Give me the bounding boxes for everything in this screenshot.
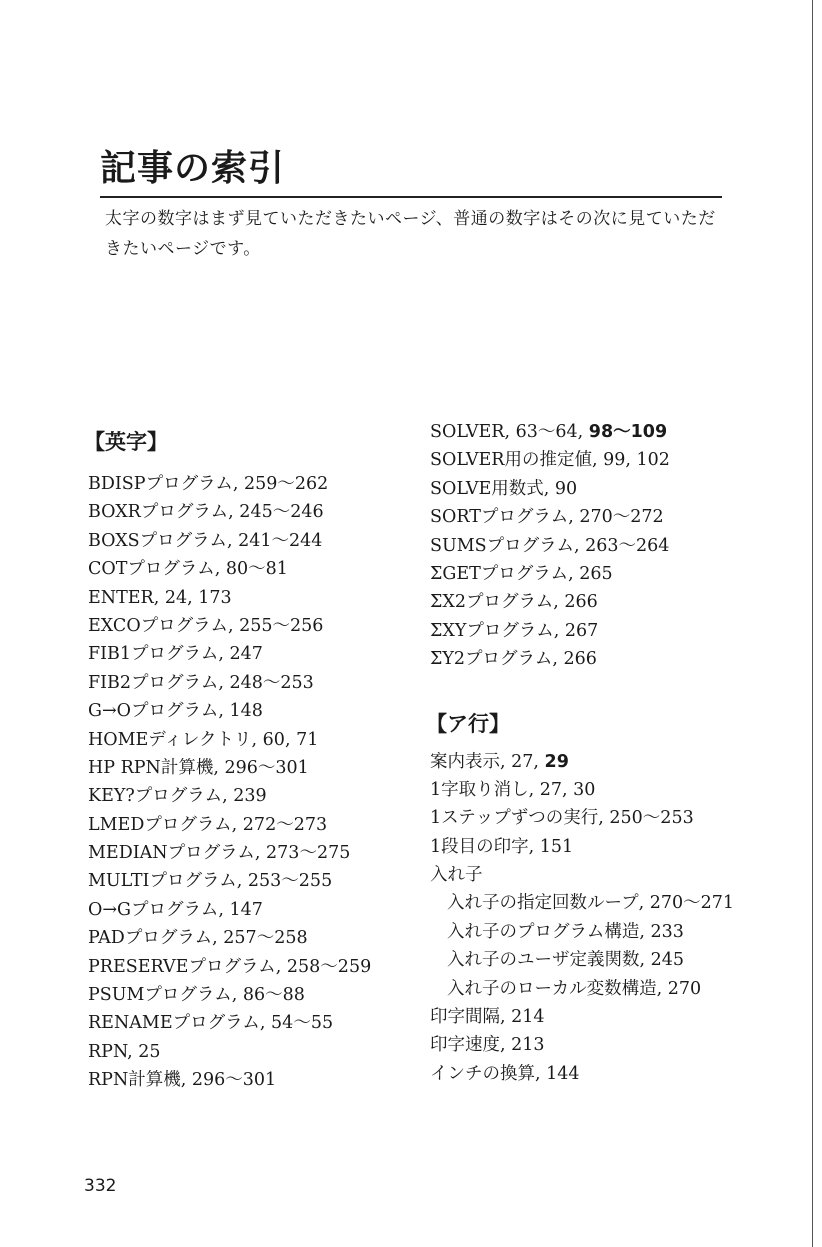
index-entry — [430, 418, 734, 446]
index-entry: FIB2プログラム, 248～253 — [88, 672, 314, 693]
index-entry: MULTIプログラム, 253～255 — [88, 871, 333, 892]
index-entry: BOXRプログラム, 245～246 — [88, 502, 324, 523]
index-entry: 1段目の印字, 151 — [430, 836, 574, 857]
entry-text: 案内表示, 27, — [430, 751, 545, 772]
index-entry: PADプログラム, 257～258 — [88, 928, 308, 949]
index-column-left — [84, 422, 372, 1095]
index-entry: 印字間隔, 214 — [430, 1007, 545, 1028]
index-entry: SOLVER用の推定値, 99, 102 — [430, 450, 670, 471]
index-entry: MEDIANプログラム, 273～275 — [88, 843, 351, 864]
index-entry: ΣX2プログラム, 266 — [430, 592, 598, 613]
page-title: 記事の索引 — [100, 148, 286, 189]
index-entry: SORTプログラム, 270～272 — [430, 507, 664, 528]
index-entry: ENTER, 24, 173 — [88, 587, 232, 608]
index-entry: O→Gプログラム, 147 — [88, 899, 263, 920]
index-entry: KEY?プログラム, 239 — [88, 786, 267, 807]
index-entry: BOXSプログラム, 241～244 — [88, 530, 323, 551]
index-entry: BDISPプログラム, 259～262 — [88, 474, 329, 494]
index-entry: G→Oプログラム, 148 — [88, 701, 263, 722]
entry-text: SOLVER, 63～64, — [430, 422, 589, 442]
index-entry — [430, 748, 734, 776]
index-column-right — [426, 418, 735, 1088]
index-entry: インチの換算, 144 — [430, 1063, 580, 1084]
index-subentry: 入れ子のユーザ定義関数, 245 — [447, 950, 685, 971]
index-entry: RPN, 25 — [88, 1041, 161, 1062]
key-page-number: 29 — [544, 751, 569, 772]
section-heading-alphabet: 【英字】 — [84, 430, 168, 454]
index-entry: PRESERVEプログラム, 258～259 — [88, 956, 372, 977]
index-entry: SOLVE用数式, 90 — [430, 478, 578, 499]
index-entry: ΣGETプログラム, 265 — [430, 563, 613, 584]
index-entry: HP RPN計算機, 296～301 — [88, 757, 309, 778]
index-entry: ΣY2プログラム, 266 — [430, 649, 597, 670]
index-entry: RPN計算機, 296～301 — [88, 1070, 277, 1091]
key-page-number: 98～109 — [588, 422, 668, 442]
page-number: 332 — [84, 1176, 117, 1196]
title-underline — [100, 196, 722, 198]
index-entry: COTプログラム, 80～81 — [88, 559, 288, 580]
index-entry: 1字取り消し, 27, 30 — [430, 779, 596, 800]
index-entry: 入れ子 — [430, 865, 483, 886]
index-entry: HOMEディレクトリ, 60, 71 — [88, 729, 319, 750]
index-entry: SUMSプログラム, 263～264 — [430, 535, 670, 556]
index-subentry: 入れ子のローカル変数構造, 270 — [447, 978, 702, 999]
section-heading-a-row: 【ア行】 — [426, 711, 510, 736]
index-entry: EXCOプログラム, 255～256 — [88, 615, 324, 636]
index-entry: FIB1プログラム, 247 — [88, 644, 263, 665]
page-edge-line — [812, 0, 813, 1247]
index-entry: 印字速度, 213 — [430, 1035, 545, 1056]
intro-note: 太字の数字はまず見ていただきたいページ、普通の数字はその次に見ていただきたいページです。 — [105, 209, 716, 259]
index-entry: RENAMEプログラム, 54～55 — [88, 1013, 334, 1034]
index-entry: LMEDプログラム, 272～273 — [88, 814, 328, 835]
index-entry: 1ステップずつの実行, 250～253 — [430, 808, 694, 829]
index-subentry: 入れ子の指定回数ループ, 270～271 — [447, 893, 735, 914]
index-entry: PSUMプログラム, 86～88 — [88, 985, 305, 1006]
index-subentry: 入れ子のプログラム構造, 233 — [447, 921, 684, 942]
index-entry: ΣXYプログラム, 267 — [430, 620, 599, 641]
